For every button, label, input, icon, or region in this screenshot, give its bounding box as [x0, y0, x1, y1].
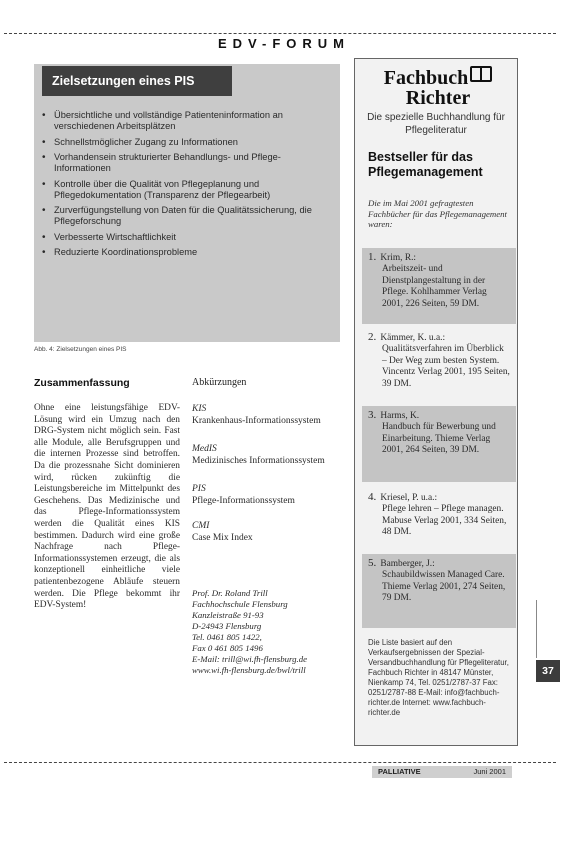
book-author: Krim, R.: — [380, 253, 417, 263]
list-item — [36, 247, 336, 258]
book-author: Kämmer, K. u.a.: — [380, 333, 446, 343]
bestseller-intro: Die im Mai 2001 gefragtesten Fachbücher für das Pflegemanagement waren: — [368, 198, 508, 229]
list-item-text: Zurverfügungstellung von Daten für die Qualitätssicherung, die Pflegeforschung — [54, 205, 312, 227]
contact-line: Fachhochschule Flensburg — [192, 599, 288, 609]
contact-line: Tel. 0461 805 1422, — [192, 632, 262, 642]
abbreviation-value: Krankenhaus-Informationssystem — [192, 416, 321, 426]
list-item-text: Verbesserte Wirtschaftlichkeit — [54, 231, 176, 242]
figure-caption: Abb. 4: Zielsetzungen eines PIS — [34, 346, 127, 353]
bullet-icon: • — [42, 231, 46, 243]
book-rank: 2. — [368, 331, 377, 343]
book-rank: 5. — [368, 557, 377, 569]
book-author: Harms, K. — [380, 411, 420, 421]
footer-magazine: PALLIATIVE — [378, 767, 421, 776]
list-item — [36, 179, 336, 201]
book-entry — [362, 554, 516, 628]
summary-heading: Zusammenfassung — [34, 377, 130, 389]
abbreviation-item — [192, 403, 321, 427]
book-description: Arbeitszeit- und Dienstplangestaltung in der Pflege. Kohlhammer Verlag 2001, 226 Seiten, 59 DM. — [382, 264, 487, 309]
abbreviation-key: PIS — [192, 484, 206, 494]
abbreviation-value: Case Mix Index — [192, 533, 253, 543]
book-author: Bamberger, J.: — [380, 559, 435, 569]
abbreviations-heading: Abkürzungen — [192, 377, 247, 388]
bestseller-heading: Bestseller für das Pflegemanagement — [368, 150, 483, 179]
book-description: Qualitätsverfahren im Überblick – Der Weg zum besten System. Vincentz Verlag 2001, 195 Seiten, 39 DM. — [382, 344, 510, 389]
contact-website[interactable]: www.wi.fh-flensburg.de/bwl/trill — [192, 665, 306, 675]
book-rank: 3. — [368, 409, 377, 421]
bullet-icon: • — [42, 205, 46, 217]
abbreviation-key: CMI — [192, 521, 210, 531]
contact-email[interactable]: E-Mail: trill@wi.fh-flensburg.de — [192, 654, 308, 664]
bookstore-subtitle: Die spezielle Buchhandlung für Pflegeliteratur — [367, 112, 505, 136]
header-title: EDV-FORUM — [218, 36, 350, 51]
page-side-rule — [536, 600, 537, 658]
pis-box-title: Zielsetzungen eines PIS — [42, 66, 232, 96]
bullet-icon: • — [42, 178, 46, 190]
bookstore-contact: Die Liste basiert auf den Verkaufsergebnissen der Spezial-Versandbuchhandlung für Pflegeliteratur, Fachbuch Richter in 48147 Münster, Nienkamp 74, Tel. 0251/2787-37 Fax: 0251/2787-88 E-Mail: info@fachbuch-richter.de Internet: www.fachbuch-richter.de — [368, 638, 509, 717]
book-rank: 1. — [368, 251, 377, 263]
book-entry — [362, 328, 516, 404]
abbreviation-value: Medizinisches Informationssystem — [192, 456, 325, 466]
summary-text: Ohne eine leistungsfähige EDV-Lösung wird ein Umzug nach den DRG-System nicht möglich sein. Fast alle Module, alle Berufsgruppen und die internen Prozesse sind betroffen. Da die prozessnahe Sicht dominieren wird, rücken zukünftig die Leistungsbereiche im Mittelpunkt des Geschehens. Das Medizinische und das Pflege-Informationssystem werden die Qualität eines KIS bestimmen. Dadurch wird eine große Nachfrage nach Pflege-Informationssystemen erzeugt, die als konzeptionell einheitliche viele patientenbezogene Abläufe steuern werden. Die Pflege bekommt ihr EDV-System! — [34, 403, 180, 611]
bullet-icon: • — [42, 110, 46, 121]
abbreviation-key: MedIS — [192, 444, 217, 454]
bookstore-logo — [368, 68, 508, 108]
list-item — [36, 152, 336, 174]
book-entry — [362, 406, 516, 482]
book-entry — [362, 248, 516, 324]
abbreviation-item — [192, 443, 325, 467]
footer-date: Juni 2001 — [473, 767, 506, 776]
contact-line: Prof. Dr. Roland Trill — [192, 588, 268, 598]
contact-line: D-24943 Flensburg — [192, 621, 262, 631]
bullet-icon: • — [42, 247, 46, 259]
book-icon — [470, 66, 492, 82]
book-entry — [362, 488, 516, 550]
contact-line: Kanzleistraße 91-93 — [192, 610, 264, 620]
list-item — [36, 110, 336, 132]
book-description: Pflege lehren – Pflege managen. Mabuse Verlag 2001, 334 Seiten, 48 DM. — [382, 504, 507, 538]
list-item-text: Kontrolle über die Qualität von Pflegeplanung und Pflegedokumentation (Transparenz der Pflegearbeit) — [54, 178, 271, 200]
book-author: Kriesel, P. u.a.: — [380, 493, 438, 503]
author-contact — [192, 588, 307, 676]
page-number: 37 — [536, 660, 560, 682]
list-item-text: Übersichtliche und vollständige Patienteninformation an verschiedenen Arbeitsplätzen — [54, 110, 283, 132]
bullet-icon: • — [42, 136, 46, 148]
footer-rule — [4, 762, 556, 763]
logo-line-1: Fachbuch — [383, 67, 469, 89]
contact-line: Fax 0 461 805 1496 — [192, 643, 263, 653]
abbreviation-key: KIS — [192, 404, 207, 414]
book-description: Schaubildwissen Managed Care. Thieme Verlag 2001, 274 Seiten, 79 DM. — [382, 570, 506, 604]
list-item — [36, 205, 336, 227]
header-rule — [4, 33, 556, 34]
book-description: Handbuch für Bewerbung und Einarbeitung. Thieme Verlag 2001, 264 Seiten, 39 DM. — [382, 422, 496, 456]
abbreviation-item — [192, 483, 295, 507]
logo-line-2: Richter — [405, 87, 471, 109]
book-rank: 4. — [368, 491, 377, 503]
abbreviation-value: Pflege-Informationssystem — [192, 496, 295, 506]
pis-goals-list — [36, 110, 336, 263]
list-item — [36, 232, 336, 243]
footer-bar — [372, 766, 512, 778]
bullet-icon: • — [42, 151, 46, 163]
list-item-text: Schnellstmöglicher Zugang zu Informationen — [54, 136, 238, 147]
list-item-text: Reduzierte Koordinationsprobleme — [54, 247, 198, 258]
abbreviation-item — [192, 520, 253, 544]
list-item-text: Vorhandensein strukturierter Behandlungs- und Pflege-Informationen — [54, 151, 281, 174]
list-item — [36, 137, 336, 148]
